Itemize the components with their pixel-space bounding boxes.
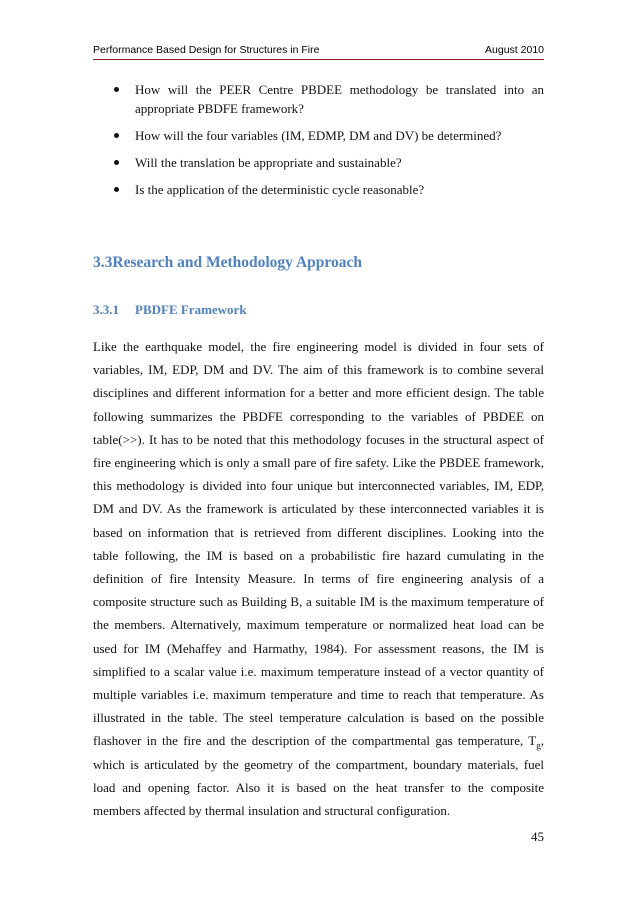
subsection-heading	[93, 302, 247, 318]
bullet-icon	[114, 160, 119, 165]
bullet-icon	[114, 87, 119, 92]
list-item	[93, 126, 544, 145]
body-paragraph	[93, 335, 544, 822]
header-divider	[93, 59, 544, 60]
header-date: August 2010	[485, 44, 544, 56]
temperature-subscript: g	[536, 741, 541, 752]
list-item	[93, 80, 544, 118]
list-item-text: Will the translation be appropriate and sustainable?	[135, 155, 402, 170]
list-item-text: How will the four variables (IM, EDMP, DM and DV) be determined?	[135, 128, 502, 143]
research-questions-list	[93, 80, 544, 207]
page-number: 45	[531, 829, 544, 844]
section-heading: 3.3Research and Methodology Approach	[93, 254, 362, 271]
paragraph-text-main: Like the earthquake model, the fire engineering model is divided in four sets of variables, IM, EDP, DM and DV. The aim of this framework is to combine several disciplines and different information for a better and more efficient design. The table following summarizes the PBDFE corresponding to the variables of PBDEE on table(>>). It has to be noted that this methodology focuses in the structural aspect of fire engineering which is only a small pare of fire safety. Like the PBDEE framework, this methodology is divided into four unique but interconnected variables, IM, EDP, DM and DV. As the framework is articulated by these interconnected variables it is based on information that is retrieved from different disciplines. Looking into the table following, the IM is based on a probabilistic fire hazard cumulating in the definition of fire Intensity Measure. In terms of fire engineering analysis of a composite structure such as Building B, a suitable IM is the maximum temperature of the members. Alternatively, maximum temperature or normalized heat load can be used for IM (Mehaffey and Harmathy, 1984). For assessment reasons, the IM is simplified to a scalar value i.e. maximum temperature instead of a vector quantity of multiple variables i.e. maximum temperature and time to reach that temperature. As illustrated in the table. The steel temperature calculation is based on the possible flashover in the fire and the description of the compartmental gas temperature, T	[93, 339, 544, 749]
list-item	[93, 180, 544, 199]
header-document-title: Performance Based Design for Structures in Fire	[93, 44, 320, 56]
subsection-title: PBDFE Framework	[135, 302, 247, 317]
list-item-text: Is the application of the deterministic cycle reasonable?	[135, 182, 425, 197]
subsection-number: 3.3.1	[93, 302, 119, 317]
list-item-text: How will the PEER Centre PBDEE methodology be translated into an appropriate PBDFE framework?	[135, 82, 544, 116]
bullet-icon	[114, 133, 119, 138]
paragraph-text-end: , which is articulated by the geometry of the compartment, boundary materials, fuel load and opening factor. Also it is based on the heat transfer to the composite members affected by thermal insulation and structural configuration.	[93, 733, 544, 819]
bullet-icon	[114, 187, 119, 192]
list-item	[93, 153, 544, 172]
